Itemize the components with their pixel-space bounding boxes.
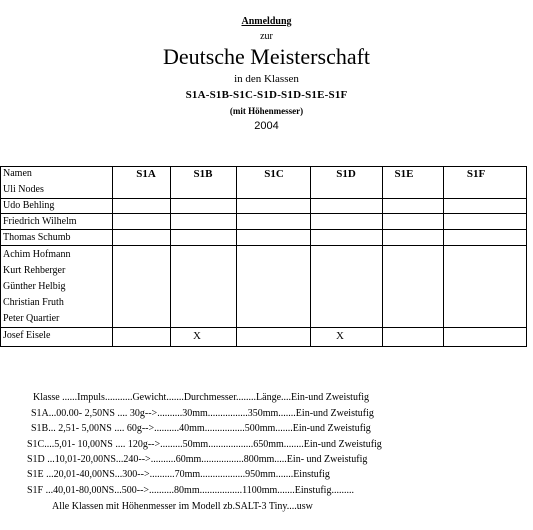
participant-name: Josef Eisele	[3, 330, 51, 341]
entry-mark-s1b: X	[193, 330, 201, 342]
class-info-s1b: S1B... 2,51- 5,00NS .... 60g-->..........40mm................500mm.......Ein-und Zweistufig	[31, 423, 371, 434]
class-info-note: Alle Klassen mit Höhenmesser im Modell zb.SALT-3 Tiny....usw	[52, 501, 313, 512]
column-header-s1b: S1B	[193, 168, 213, 180]
page-title: Deutsche Meisterschaft	[162, 44, 371, 69]
class-info-s1f: S1F ...40,01-80,00NS...500-->..........80mm.................1100mm.......Einstufig.........	[27, 485, 354, 496]
participant-name: Friedrich Wilhelm	[3, 216, 77, 227]
zur-text: zur	[260, 31, 273, 42]
in-den-klassen-text: in den Klassen	[234, 73, 299, 85]
anmeldung-heading: Anmeldung	[241, 16, 292, 27]
classes-list: S1A-S1B-S1C-S1D-S1D-S1E-S1F	[185, 89, 348, 101]
participant-name: Christian Fruth	[3, 297, 64, 308]
participant-name: Peter Quartier	[3, 313, 60, 324]
participant-name: Udo Behling	[3, 200, 55, 211]
participant-name: Günther Helbig	[3, 281, 66, 292]
participant-name: Thomas Schumb	[3, 232, 71, 243]
class-info-header: Klasse ......Impuls...........Gewicht.......Durchmesser........Länge....Ein-und Zweistufig	[33, 392, 370, 403]
column-header-s1a: S1A	[136, 168, 156, 180]
column-header-s1f: S1F	[466, 168, 486, 180]
names-column-header: Namen	[3, 168, 32, 179]
column-header-s1d: S1D	[336, 168, 356, 180]
column-header-s1e: S1E	[394, 168, 414, 180]
class-info-s1d: S1D ...10,01-20,00NS...240-->..........60mm.................800mm.....Ein- und Zweistufig	[27, 454, 368, 465]
participant-name: Kurt Rehberger	[3, 265, 66, 276]
class-info-s1a: S1A...00.00- 2,50NS .... 30g-->..........30mm................350mm.......Ein-und Zweistufig	[31, 408, 374, 419]
entry-mark-s1d: X	[336, 330, 344, 342]
column-header-s1c: S1C	[264, 168, 284, 180]
participant-name: Achim Hofmann	[3, 249, 71, 260]
participant-name: Uli Nodes	[3, 184, 44, 195]
hoehenmesser-note: (mit Höhenmesser)	[229, 106, 304, 116]
year-text: 2004	[254, 120, 279, 132]
class-info-s1c: S1C....5,01- 10,00NS .... 120g-->.........50mm..................650mm........Ein-und Zweistufig	[27, 439, 382, 450]
class-info-s1e: S1E ...20,01-40,00NS...300-->..........70mm..................950mm.......Einstufig	[27, 469, 330, 480]
